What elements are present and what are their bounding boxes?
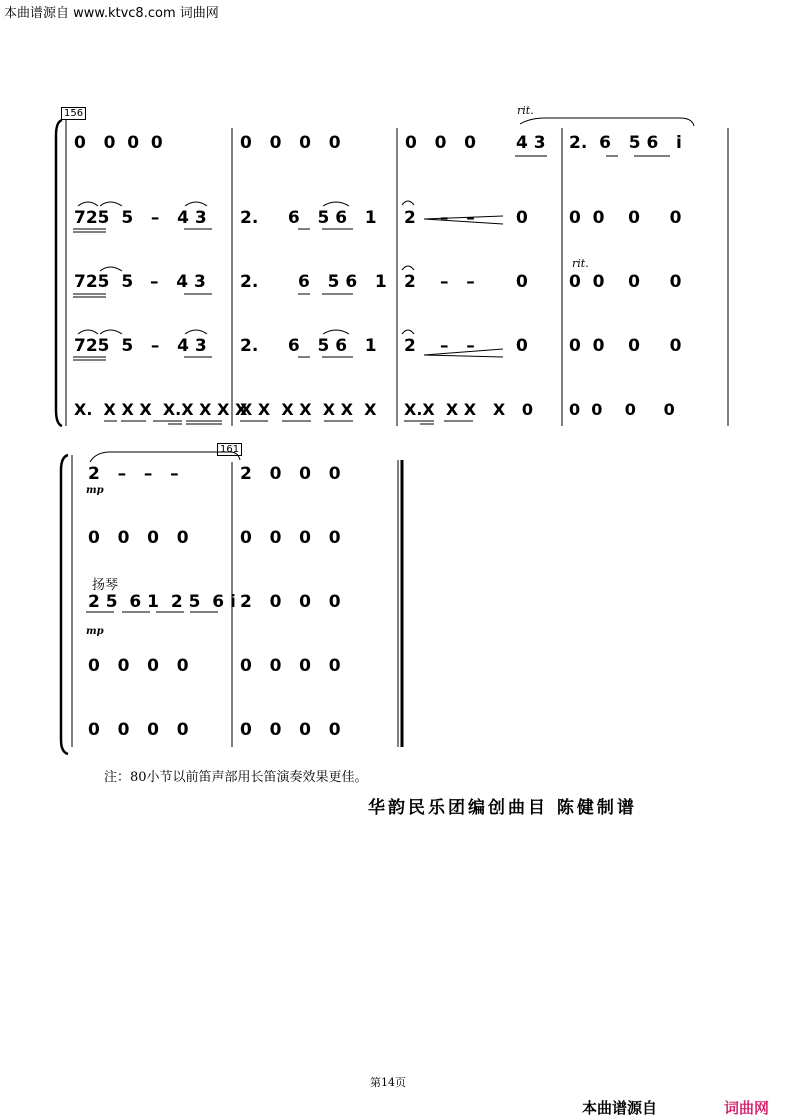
notes-r2-m1: 725 5 – 4 3 (74, 208, 207, 228)
dynamic-mp: mp (86, 485, 104, 496)
notes-r3-m2a: 2. (240, 272, 259, 292)
notes-r4-m1: 725 5 – 4 3 (74, 336, 207, 356)
rit-marking: rit. (517, 104, 534, 117)
perc-m1: X. X X X X.X X X X (74, 400, 248, 419)
perc-m2: X X X X X X X (240, 400, 377, 419)
credit-line: 华韵民乐团编创曲目 陈健制谱 (368, 798, 637, 818)
s2-r4-m2: 0 0 0 0 (240, 656, 341, 676)
notes-r2-m3a: 2 (404, 208, 416, 228)
s2-r3-m1: 2 5 6 1 2 5 6 i (88, 592, 236, 612)
notes-r1-m2: 0 0 0 0 (240, 133, 341, 153)
notes-r4-m2: 2. 6 5 6 1 (240, 336, 377, 356)
notes-r1-m1: 0 0 0 0 (74, 133, 163, 153)
s2-r3-m2: 2 0 0 0 (240, 592, 341, 612)
notes-r4-m4: 0 0 0 0 (569, 336, 682, 356)
notes-r2-m2: 2. 6 5 6 1 (240, 208, 377, 228)
notes-r4-m3b: – – (440, 336, 475, 356)
measure-number-161: 161 (217, 443, 242, 456)
notes-r4-m3a: 2 (404, 336, 416, 356)
rit-marking-row3: rit. (572, 257, 589, 270)
notes-r3-m1a: 725 5 (74, 272, 134, 292)
footer-source: 本曲谱源自 (582, 1099, 658, 1117)
notes-r2-m3b: – – (440, 208, 475, 228)
s2-r5-m2: 0 0 0 0 (240, 720, 341, 740)
s2-r1-m2: 2 0 0 0 (240, 464, 341, 484)
notes-r3-m4: 0 0 0 0 (569, 272, 682, 292)
notes-r1-m3b: 4 3 (516, 133, 546, 153)
s2-r4-m1: 0 0 0 0 (88, 656, 189, 676)
notes-r2-m3c: 0 (516, 208, 528, 228)
notes-r1-m3: 0 0 0 (405, 133, 476, 153)
notes-r2-m4: 0 0 0 0 (569, 208, 682, 228)
perc-m4: 0 0 0 0 (569, 400, 675, 419)
s2-r5-m1: 0 0 0 0 (88, 720, 189, 740)
notes-r3-m3a: 2 (404, 272, 416, 292)
notes-r3-m2b: 6 5 6 1 (298, 272, 387, 292)
notes-r4-m3c: 0 (516, 336, 528, 356)
s2-r2-m1: 0 0 0 0 (88, 528, 189, 548)
footnote: 注：80小节以前笛声部用长笛演奏效果更佳。 (104, 770, 368, 785)
footer-site-link[interactable]: 词曲网 (724, 1099, 770, 1117)
notes-r3-m3b: – – (440, 272, 475, 292)
source-header: 本曲谱源自 www.ktvc8.com 词曲网 (4, 6, 219, 21)
perc-m3: X.X X X X 0 (404, 400, 534, 419)
notes-r3-m1b: – 4 3 (150, 272, 206, 292)
notes-r3-m3c: 0 (516, 272, 528, 292)
s2-r2-m2: 0 0 0 0 (240, 528, 341, 548)
measure-number-156: 156 (61, 107, 86, 120)
page-number: 第14页 (370, 1076, 406, 1089)
instrument-label: 扬琴 (92, 578, 119, 593)
notes-r1-m4: 2. 6 5 6 i (569, 133, 682, 153)
s2-r1-m1: 2 – – – (88, 464, 179, 484)
dynamic-mp-row3: mp (86, 626, 104, 637)
